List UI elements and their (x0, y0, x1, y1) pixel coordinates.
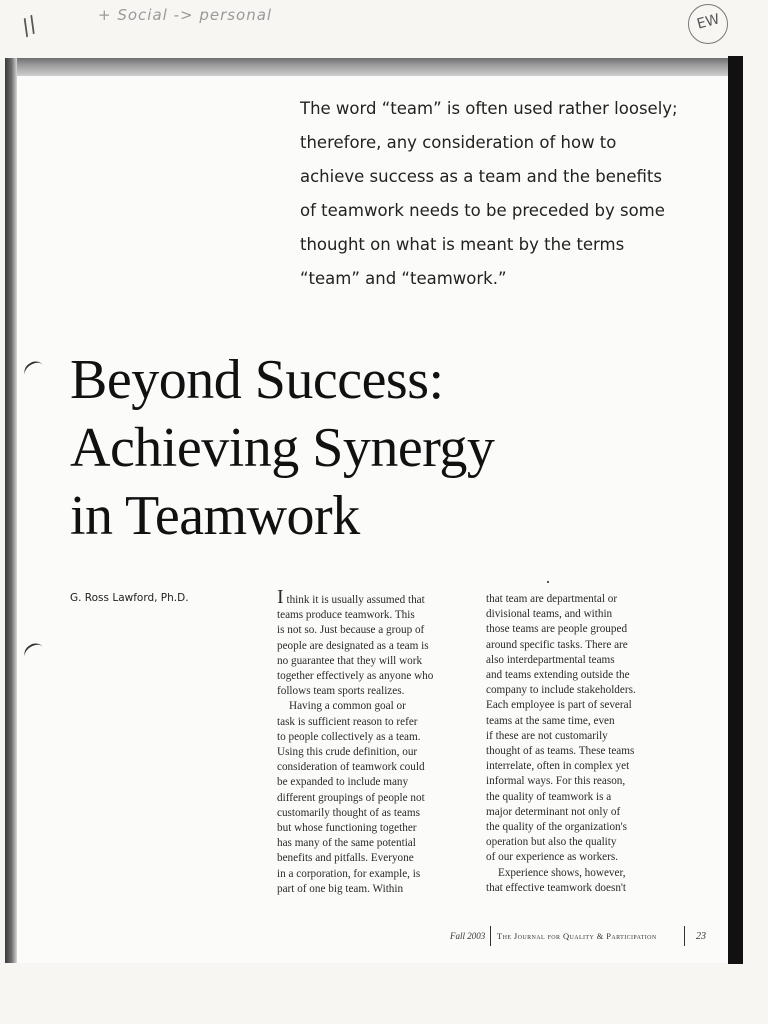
page-footer (440, 928, 720, 948)
text-line: teams at the same time, even (486, 714, 615, 727)
text-line: that effective teamwork doesn't (486, 881, 627, 894)
intro-paragraph: The word “team” is often used rather loosely; therefore, any consideration of how to achieve success as a team and the benefits of teamwork needs to be preceded by some thought on what is meant by the terms “team” and “teamwork.” (300, 99, 678, 288)
footer-divider (490, 926, 491, 946)
text-line: company to include stakeholders. (486, 684, 636, 697)
text-line: has many of the same potential (277, 837, 416, 850)
handwritten-initials: EW (695, 11, 722, 33)
text-fragment: think it is usually assumed that (283, 594, 425, 606)
article-headline (70, 346, 710, 550)
text-line: consideration of teamwork could (277, 761, 425, 774)
headline-line-2: Achieving Synergy (70, 417, 495, 479)
text-line: thought of as teams. These teams (486, 745, 635, 758)
text-line: and teams extending outside the (486, 669, 630, 682)
text-line: but whose functioning together (277, 822, 417, 835)
text-line: to people collectively as a team. (277, 730, 421, 743)
text-line: operation but also the quality (486, 836, 617, 849)
scan-edge-right (728, 56, 743, 964)
text-line: different groupings of people not (277, 791, 425, 804)
text-line: Experience shows, however, (498, 866, 626, 879)
text-line: teams produce teamwork. This (277, 609, 415, 622)
text-line: Each employee is part of several (486, 699, 632, 712)
text-line: the quality of teamwork is a (486, 790, 612, 803)
text-line: Having a common goal or (289, 700, 406, 713)
text-line: interrelate, often in complex yet (486, 760, 630, 773)
text-line: Using this crude definition, our (277, 746, 418, 759)
drop-cap: I (277, 586, 284, 608)
text-line: those teams are people grouped (486, 623, 628, 636)
text-line: follows team sports realizes. (277, 685, 405, 698)
scan-speck (547, 581, 549, 583)
text-line: around specific tasks. There are (486, 638, 628, 651)
text-line: part of one big team. Within (277, 882, 404, 895)
body-column-2 (486, 592, 668, 896)
footer-divider (684, 926, 685, 946)
handwritten-note: + Social -> personal (98, 6, 273, 24)
author-byline: G. Ross Lawford, Ph.D. (70, 592, 189, 604)
journal-title: The Journal for Quality & Participation (497, 931, 657, 941)
text-line: informal ways. For this reason, (486, 775, 626, 788)
text-line: is not so. Just because a group of (277, 624, 425, 637)
text-line: customarily thought of as teams (277, 806, 420, 819)
text-line (277, 586, 459, 608)
text-line: be expanded to include many (277, 776, 409, 789)
text-line: also interdepartmental teams (486, 653, 615, 666)
text-line: benefits and pitfalls. Everyone (277, 852, 414, 865)
text-line: if these are not customarily (486, 729, 608, 742)
handwritten-mark: // (17, 12, 42, 41)
text-line: people are designated as a team is (277, 639, 429, 652)
issue-date: Fall 2003 (450, 931, 486, 941)
scan-edge-left (5, 58, 17, 963)
headline-line-1: Beyond Success: (70, 349, 444, 411)
text-line: in a corporation, for example, is (277, 867, 421, 880)
page-number: 23 (696, 931, 706, 942)
text-line: divisional teams, and within (486, 608, 613, 621)
headline-line-3: in Teamwork (70, 485, 360, 547)
body-column-1 (277, 586, 459, 897)
text-line: together effectively as anyone who (277, 670, 434, 683)
text-line: of our experience as workers. (486, 851, 619, 864)
text-line: no guarantee that they will work (277, 654, 423, 667)
text-line: major determinant not only of (486, 805, 621, 818)
text-line: task is sufficient reason to refer (277, 715, 418, 728)
scan-edge-top (5, 58, 735, 76)
text-line: that team are departmental or (486, 593, 618, 605)
text-line: the quality of the organization's (486, 821, 627, 834)
